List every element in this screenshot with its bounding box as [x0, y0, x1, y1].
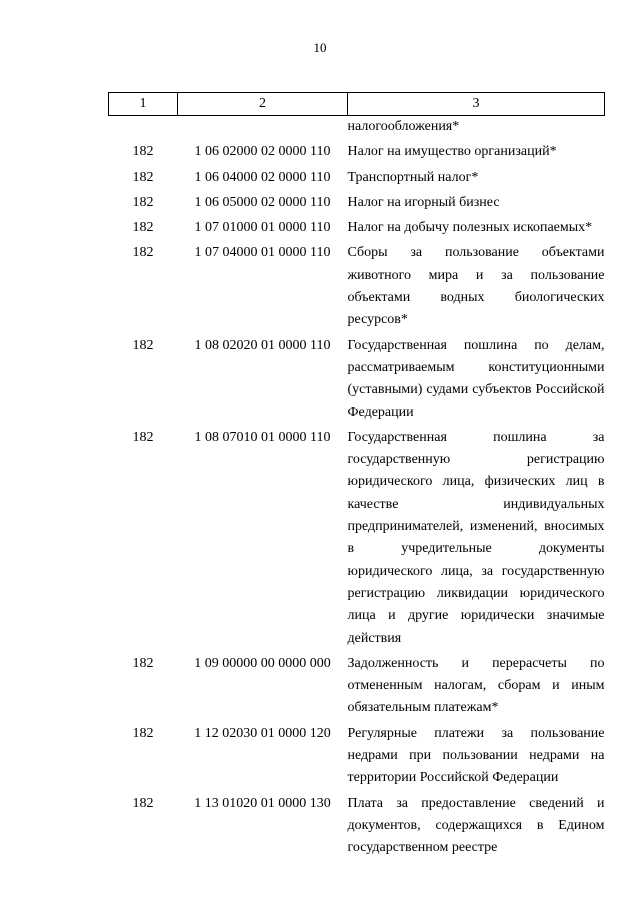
table-row: [109, 425, 605, 651]
kbk-code-cell: 1 06 02000 02 0000 110: [194, 144, 331, 160]
header-col-1: 1: [109, 93, 178, 116]
revenue-name-cell: Налог на добычу полезных ископаемых*: [347, 220, 593, 236]
kbk-code-cell: 1 07 01000 01 0000 110: [194, 220, 331, 236]
revenue-name-cell: Плата за предоставление сведений и документов, содержащихся в Едином государственном реестре: [347, 795, 605, 856]
table-row: [109, 190, 605, 215]
kbk-code-cell: 1 12 02030 01 0000 120: [194, 725, 331, 741]
table-row: [109, 791, 605, 861]
table-row: [109, 139, 605, 164]
continuation-row: [109, 116, 605, 140]
admin-code-cell: 182: [132, 169, 154, 185]
admin-code-cell: 182: [132, 194, 154, 210]
table-header-row: [109, 93, 605, 116]
header-col-2: 2: [178, 93, 348, 116]
table-row: [109, 651, 605, 721]
admin-code-cell: 182: [132, 725, 154, 741]
table-row: [109, 215, 605, 240]
table-row: [109, 333, 605, 425]
kbk-code-cell: 1 06 05000 02 0000 110: [194, 194, 331, 210]
revenue-name-cell: Налог на игорный бизнес: [347, 194, 500, 210]
table-row: [109, 721, 605, 791]
kbk-code-cell: 1 08 07010 01 0000 110: [194, 429, 331, 445]
revenue-code-table: [108, 92, 605, 861]
revenue-name-cell: Регулярные платежи за пользование недрами при пользовании недрами на территории Российской Федерации: [347, 725, 605, 786]
header-col-3: 3: [348, 93, 605, 116]
table-row: [109, 240, 605, 332]
revenue-name-cell: Задолженность и перерасчеты по отмененным налогам, сборам и иным обязательным платежам*: [347, 655, 605, 716]
kbk-code-cell: 1 09 00000 00 0000 000: [194, 655, 331, 671]
revenue-name-cell: Государственная пошлина за государственную регистрацию юридического лица, физических лиц в качестве индивидуальных предпринимателей, изменений, вносимых в учредительные документы юридического лица, за государственную регистрацию ликвидации юридического лица и другие юридически значимые действия: [347, 429, 605, 646]
admin-code-cell: 182: [132, 655, 154, 671]
kbk-code-cell: 1 13 01020 01 0000 130: [194, 795, 331, 811]
admin-code-cell: 182: [132, 144, 154, 160]
admin-code-cell: 182: [132, 429, 154, 445]
table-row: [109, 165, 605, 190]
revenue-name-cell: Налог на имущество организаций*: [347, 144, 557, 160]
revenue-name-cell: Государственная пошлина по делам, рассматриваемым конституционными (уставными) судами субъектов Российской Федерации: [347, 337, 605, 420]
page-number: 10: [313, 40, 327, 55]
continuation-text: налогообложения*: [347, 119, 460, 134]
admin-code-cell: 182: [132, 220, 154, 236]
admin-code-cell: 182: [132, 337, 154, 353]
kbk-code-cell: 1 06 04000 02 0000 110: [194, 169, 331, 185]
kbk-code-cell: 1 08 02020 01 0000 110: [194, 337, 331, 353]
kbk-code-cell: 1 07 04000 01 0000 110: [194, 245, 331, 261]
admin-code-cell: 182: [132, 245, 154, 261]
admin-code-cell: 182: [132, 795, 154, 811]
revenue-name-cell: Транспортный налог*: [347, 169, 479, 185]
revenue-name-cell: Сборы за пользование объектами животного мира и за пользование объектами водных биологических ресурсов*: [347, 245, 605, 328]
